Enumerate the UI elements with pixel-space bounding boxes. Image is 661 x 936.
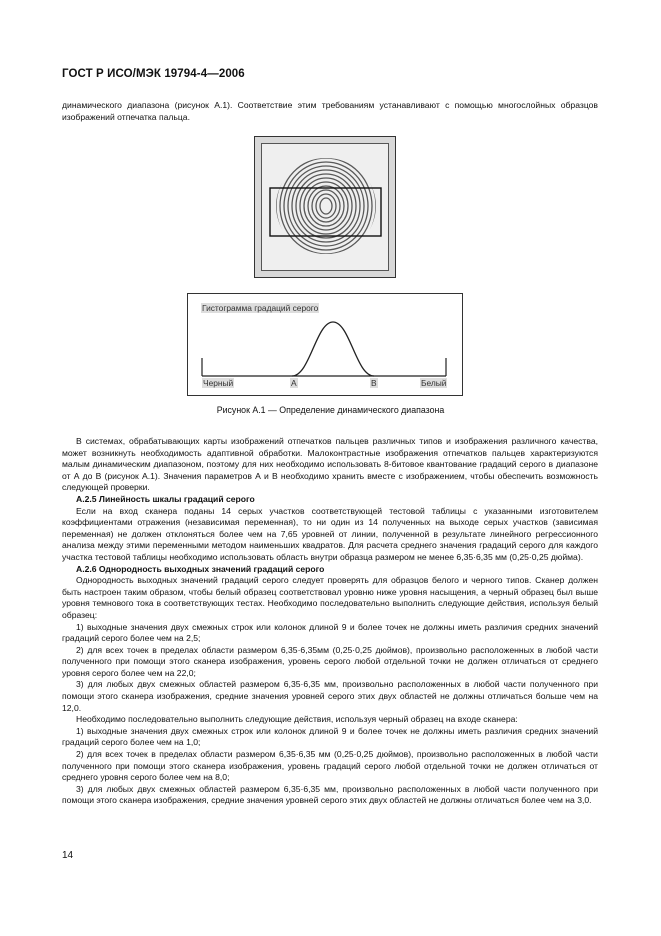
white-item-2: 2) для всех точек в пределах области размером 6,35·6,35мм (0,25·0,25 дюймов), произвольно расположенных в любой части полученного при помощи этого сканера изображения, уровень серого любой отдельной точки не должен отличаться от среднего уровня серого более чем на 22,0; (62, 644, 598, 678)
histogram-curve (292, 322, 374, 376)
paragraph-adaptive: В системах, обрабатывающих карты изображений отпечатков пальцев различных типов и изображения различного качества, может возникнуть необходимость адаптивной обработки. Малоконтрастные изображения отпечатков пальцев характеризуются малым динамическим диапазоном, поэтому для них необходимо использовать 8-битовое квантование градаций серого в диапазоне от А до В (рисунок А.1). Значения параметров А и В необходимо хранить вместе с изображением, чтобы обеспечить возможность следующей проверки. (62, 436, 598, 493)
fingerprint-graphic (262, 144, 390, 272)
label-a: A (291, 378, 297, 388)
document-header: ГОСТ Р ИСО/МЭК 19794-4—2006 (62, 68, 245, 80)
selection-rectangle (270, 188, 381, 236)
black-item-3: 3) для любых двух смежных областей размером 6,35·6,35 мм, произвольно расположенных в любой части полученного при помощи этого сканера изображения, средние значения уровней серого этих двух областей не должны отличаться более чем на 3,0. (62, 783, 598, 806)
figure-caption: Рисунок А.1 — Определение динамического диапазона (216, 405, 445, 415)
label-white: Белый (421, 378, 447, 388)
section-a25-title: А.2.5 Линейность шкалы градаций серого (76, 493, 255, 504)
intro-paragraph (62, 100, 598, 123)
section-a26-title: А.2.6 Однородность выходных значений градаций серого (76, 563, 325, 574)
white-item-1: 1) выходные значения двух смежных строк или колонок длиной 9 и более точек не должны иметь различия средних значений градаций серого более чем на 2,5; (62, 621, 598, 644)
intro-text: динамического диапазона (рисунок А.1). Соответствие этим требованиям устанавливают с помощью многослойных образцов изображений отпечатка пальца. (62, 100, 598, 122)
section-a25-text: Если на вход сканера поданы 14 серых участков соответствующей тестовой таблицы с указанными изготовителем коэффициентами отражения (независимая переменная), то ни один из 14 полученных на выходе серых участков (зависимая переменная) не должен отклоняться более чем на 7,65 уровней от линии, полученной в результате линейного регрессионного анализа между этими переменными методом наименьших квадратов. Для расчета среднего значения градаций серого для каждого участка тестовой таблицы необходимо использовать область внутри образца размером не менее 6,35·6,35 мм (0,25·0,25 дюйма). (62, 505, 598, 562)
body-text (62, 436, 598, 807)
page-number: 14 (62, 850, 74, 861)
white-item-3: 3) для любых двух смежных областей размером 6,35·6,35 мм, произвольно расположенных в любой части полученного при помощи этого сканера изображения, средние значения уровней серого этих двух областей не должны отличаться больше чем на 12,0. (62, 679, 598, 713)
black-item-2: 2) для всех точек в пределах области размером 6,35·6,35 мм (0,25·0,25 дюймов), произвольно расположенных в любой части полученного при помощи этого сканера изображения, уровень градаций серого любой отдельной точки не должен отличаться от среднего уровня серого более чем на 8,0; (62, 749, 598, 783)
fingerprint-frame (261, 143, 389, 271)
histogram-figure (187, 293, 463, 396)
label-b: B (371, 378, 377, 388)
histogram-title: Гистограмма градаций серого (202, 303, 319, 313)
section-a26-intro: Однородность выходных значений градаций серого следует проверять для образцов белого и черного типов. Сканер должен быть настроен таким образом, чтобы белый образец соответствовал уровню ниже уровня насыщения, а черный образец был выше уровня темнового тока в соответствующих тестах. Необходимо последовательно выполнить следующие действия, используя белый образец: (62, 575, 598, 620)
label-black: Черный (203, 378, 234, 388)
black-item-1: 1) выходные значения двух смежных строк или колонок длиной 9 и более точек не должны иметь различия средних значений градаций серого более чем на 1,0; (62, 725, 598, 748)
fingerprint-image (254, 136, 396, 278)
black-intro: Необходимо последовательно выполнить следующие действия, используя черный образец на входе сканера: (76, 714, 518, 725)
